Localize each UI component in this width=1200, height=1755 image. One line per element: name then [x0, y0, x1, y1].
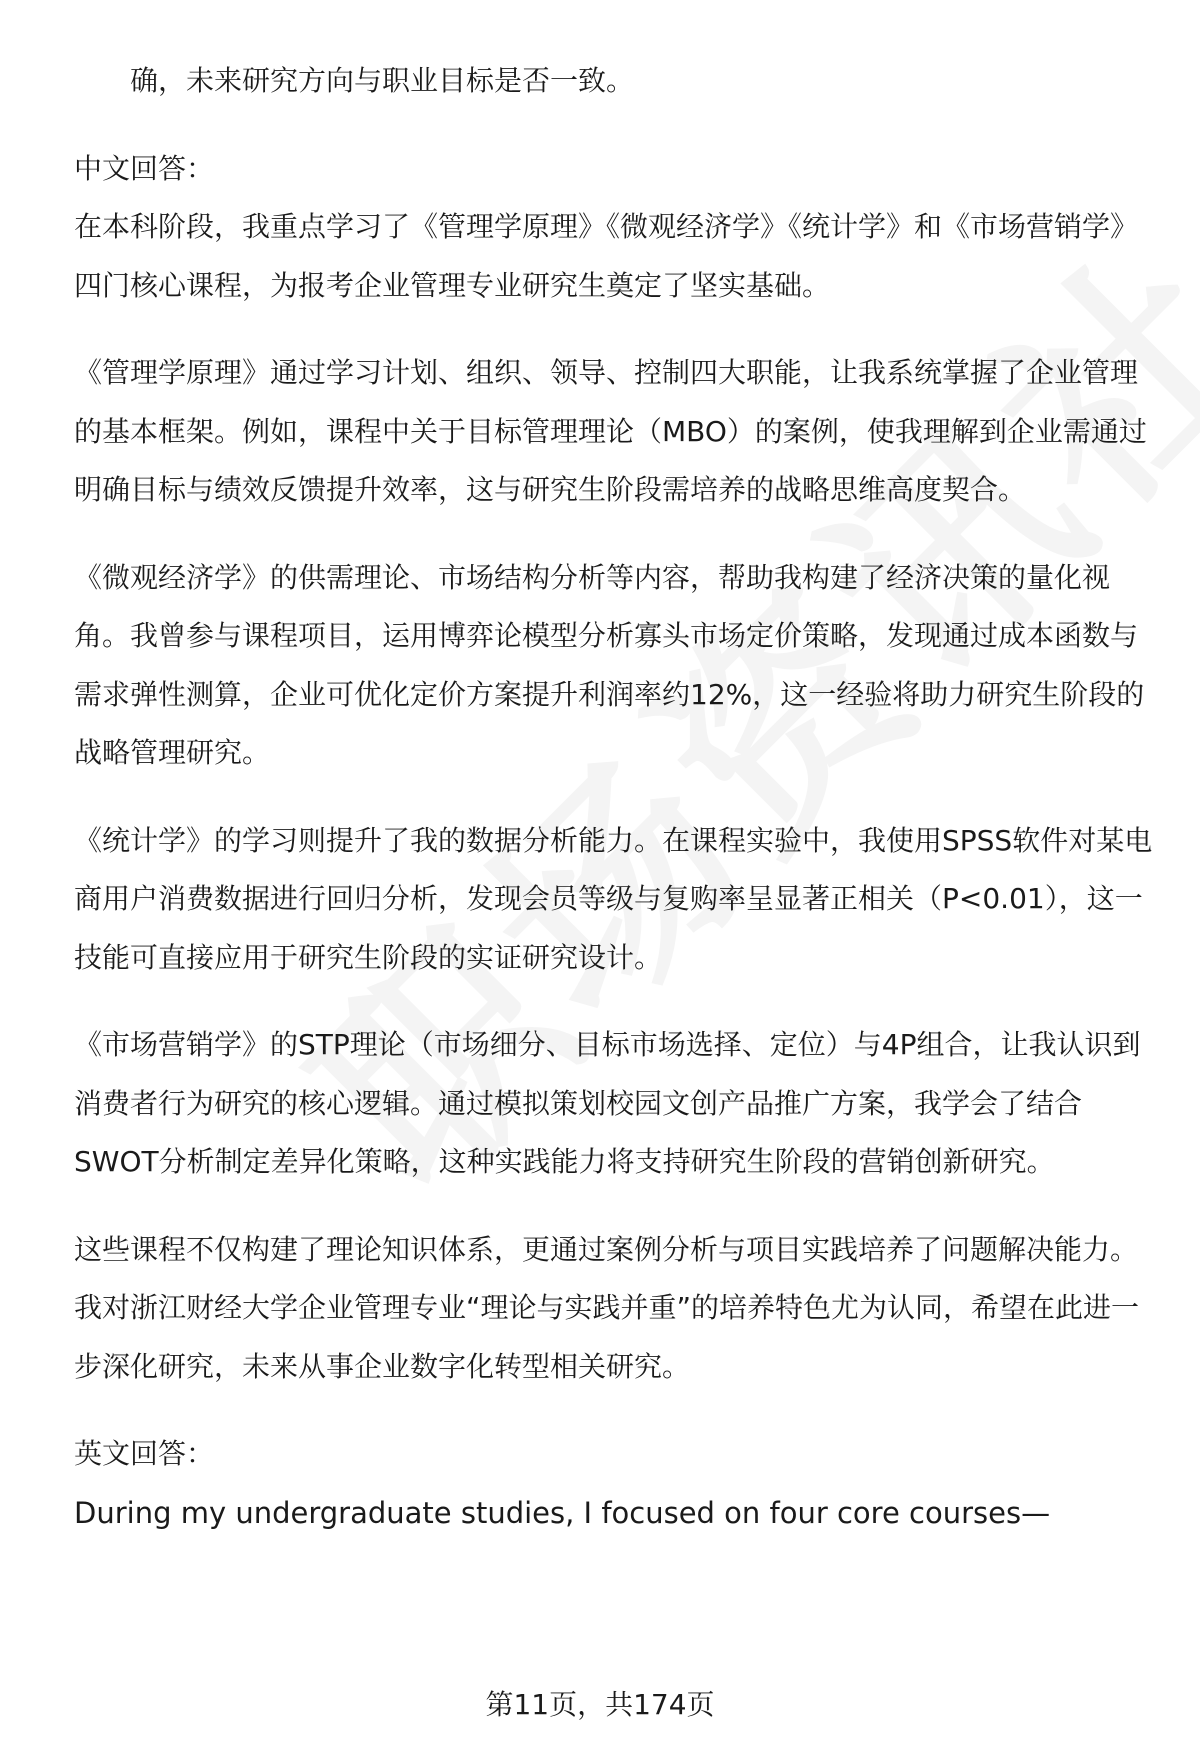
- english-paragraph: During my undergraduate studies, I focused on four core courses—: [74, 1495, 1051, 1530]
- paragraph-marketing: 《市场营销学》的STP理论（市场细分、目标市场选择、定位）与4P组合，让我认识到消费者行为研究的核心逻辑。通过模拟策划校园文创产品推广方案，我学会了结合SWOT分析制定差异化策略，这种实践能力将支持研究生阶段的营销创新研究。: [74, 1028, 1141, 1178]
- continuation-line: 确，未来研究方向与职业目标是否一致。: [130, 64, 635, 97]
- paragraph-intro: 在本科阶段，我重点学习了《管理学原理》《微观经济学》《统计学》和《市场营销学》四门核心课程，为报考企业管理专业研究生奠定了坚实基础。: [74, 210, 1139, 302]
- page-content: [74, 52, 1154, 1542]
- paragraph-statistics: 《统计学》的学习则提升了我的数据分析能力。在课程实验中，我使用SPSS软件对某电商用户消费数据进行回归分析，发现会员等级与复购率呈显著正相关（P<0.01），这一技能可直接应用于研究生阶段的实证研究设计。: [74, 823, 1153, 974]
- page-number-footer: 第11页，共174页: [485, 1688, 715, 1721]
- chinese-answer-heading: 中文回答：: [74, 151, 215, 185]
- paragraph-summary: 这些课程不仅构建了理论知识体系，更通过案例分析与项目实践培养了问题解决能力。我对浙江财经大学企业管理专业“理论与实践并重”的培养特色尤为认同，希望在此进一步深化研究，未来从事企业数字化转型相关研究。: [74, 1232, 1140, 1383]
- paragraph-microeconomics: 《微观经济学》的供需理论、市场结构分析等内容，帮助我构建了经济决策的量化视角。我曾参与课程项目，运用博弈论模型分析寡头市场定价策略，发现通过成本函数与需求弹性测算，企业可优化定价方案提升利润率约12%，这一经验将助力研究生阶段的战略管理研究。: [74, 560, 1145, 769]
- english-answer-heading: 英文回答：: [74, 1437, 215, 1470]
- paragraph-management: 《管理学原理》通过学习计划、组织、领导、控制四大职能，让我系统掌握了企业管理的基本框架。例如，课程中关于目标管理理论（MBO）的案例，使我理解到企业需通过明确目标与绩效反馈提升效率，这与研究生阶段需培养的战略思维高度契合。: [74, 356, 1147, 506]
